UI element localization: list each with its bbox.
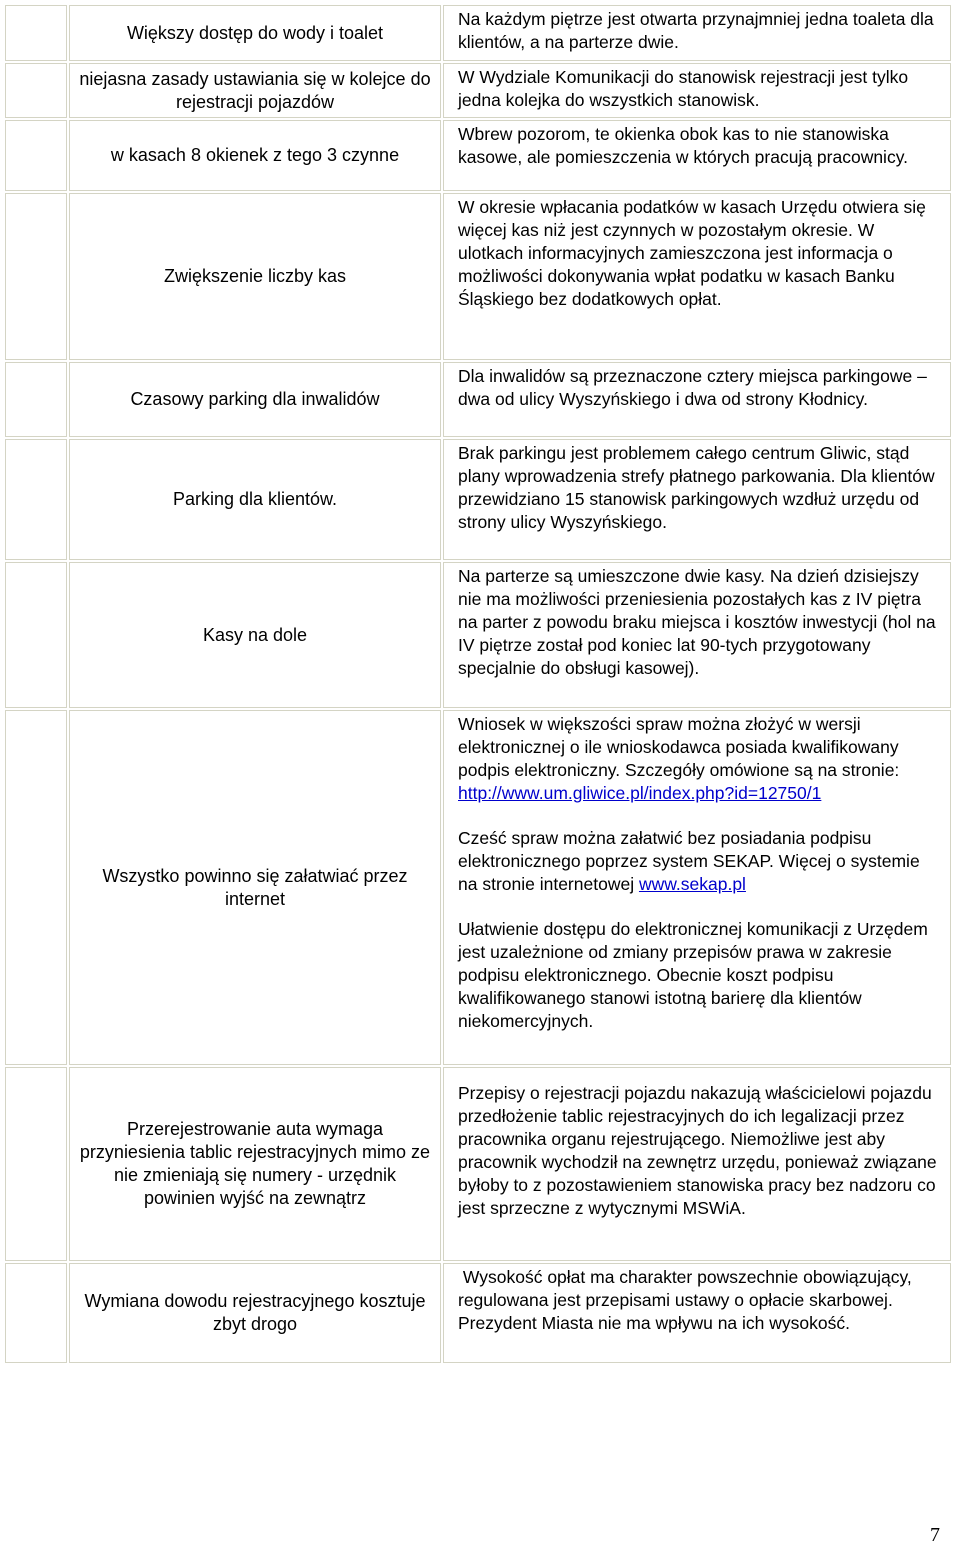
table-row bbox=[4, 561, 952, 709]
table-row bbox=[4, 1262, 952, 1364]
issue-cell: Przerejestrowanie auta wymaga przyniesienia tablic rejestracyjnych mimo ze nie zmieniają się numery - urzędnik powinien wyjść na zewnątrz bbox=[69, 1067, 441, 1261]
response-text-part: Cześć spraw można załatwić bez posiadania podpisu elektronicznego poprzez system SEKAP. Więcej o systemie na stronie internetowej bbox=[458, 828, 920, 894]
response-cell bbox=[443, 710, 951, 1065]
table-row bbox=[4, 192, 952, 361]
table-row bbox=[4, 438, 952, 561]
response-cell bbox=[443, 120, 951, 191]
issue-cell: Parking dla klientów. bbox=[69, 439, 441, 560]
response-text: W okresie wpłacania podatków w kasach Urzędu otwiera się więcej kas niż jest czynnych w pozostałym okresie. W ulotkach informacyjnych zamieszczona jest informacja o możliwości dokonywania wpłat podatku w kasach Banku Śląskiego bez dodatkowych opłat. bbox=[458, 197, 926, 309]
response-text: W Wydziale Komunikacji do stanowisk rejestracji jest tylko jedna kolejka do wszystkich stanowisk. bbox=[458, 67, 909, 110]
empty-cell bbox=[5, 120, 67, 191]
um-gliwice-link[interactable]: http://www.um.gliwice.pl/index.php?id=12750/1 bbox=[458, 783, 822, 803]
table-row bbox=[4, 119, 952, 192]
table-row bbox=[4, 709, 952, 1066]
response-text: Na każdym piętrze jest otwarta przynajmniej jedna toaleta dla klientów, a na parterze dwie. bbox=[458, 9, 934, 52]
sekap-link[interactable]: www.sekap.pl bbox=[638, 874, 746, 894]
empty-cell bbox=[5, 562, 67, 708]
issue-cell: Wymiana dowodu rejestracyjnego kosztuje zbyt drogo bbox=[69, 1263, 441, 1363]
issue-cell: w kasach 8 okienek z tego 3 czynne bbox=[69, 120, 441, 191]
response-text: Na parterze są umieszczone dwie kasy. Na dzień dzisiejszy nie ma możliwości przeniesienia pozostałych kas z IV piętra na parter z powodu braku miejsca i kosztów inwestycji (hol na IV piętrze został pod koniec lat 90-tych przygotowany specjalnie do obsługi kasowej). bbox=[458, 566, 936, 678]
response-text: Brak parkingu jest problemem całego centrum Gliwic, stąd plany wprowadzenia strefy płatnego parkowania. Dla klientów przewidziano 15 stanowisk parkingowych wzdłuż urzędu od strony ulicy Wyszyńskiego. bbox=[458, 443, 935, 532]
empty-cell bbox=[5, 63, 67, 118]
issue-cell: Wszystko powinno się załatwiać przez internet bbox=[69, 710, 441, 1065]
table-row bbox=[4, 361, 952, 438]
response-text: Wbrew pozorom, te okienka obok kas to nie stanowiska kasowe, ale pomieszczenia w których pracują pracownicy. bbox=[458, 124, 909, 167]
table-row bbox=[4, 1066, 952, 1262]
response-cell bbox=[443, 5, 951, 61]
empty-cell bbox=[5, 1067, 67, 1261]
response-cell bbox=[443, 1067, 951, 1261]
issue-cell: Większy dostęp do wody i toalet bbox=[69, 5, 441, 61]
response-text: Wysokość opłat ma charakter powszechnie obowiązujący, regulowana jest przepisami ustawy o opłacie skarbowej. Prezydent Miasta nie ma wpływu na ich wysokość. bbox=[458, 1267, 917, 1333]
empty-cell bbox=[5, 439, 67, 560]
response-cell bbox=[443, 439, 951, 560]
page-number: 7 bbox=[930, 1524, 940, 1546]
response-text-part: Wniosek w większości spraw można złożyć w wersji elektronicznej o ile wnioskodawca posiada kwalifikowany podpis elektroniczny. Szczegóły omówione są na stronie: bbox=[458, 714, 900, 780]
empty-cell bbox=[5, 193, 67, 360]
response-text bbox=[458, 713, 942, 805]
response-text: Przepisy o rejestracji pojazdu nakazują właścicielowi pojazdu przedłożenie tablic rejestracyjnych do ich legalizacji przez pracownika organu rejestrującego. Niemożliwe jest aby pracownik wychodził na zewnętrz urzędu, ponieważ związane byłoby to z pozostawieniem stanowiska pracy bez nadzoru co jest sprzeczne z wytycznymi MSWiA. bbox=[458, 1083, 937, 1218]
response-cell bbox=[443, 362, 951, 437]
issue-cell: Czasowy parking dla inwalidów bbox=[69, 362, 441, 437]
response-cell bbox=[443, 63, 951, 118]
issue-cell: niejasna zasady ustawiania się w kolejce do rejestracji pojazdów bbox=[69, 63, 441, 118]
complaints-table bbox=[4, 4, 952, 1364]
empty-cell bbox=[5, 362, 67, 437]
response-cell bbox=[443, 193, 951, 360]
empty-cell bbox=[5, 710, 67, 1065]
response-text bbox=[458, 827, 942, 896]
empty-cell bbox=[5, 5, 67, 61]
table-row bbox=[4, 4, 952, 62]
table-row bbox=[4, 62, 952, 119]
response-text: Ułatwienie dostępu do elektronicznej komunikacji z Urzędem jest uzależnione od zmiany przepisów prawa w zakresie podpisu elektronicznego. Obecnie koszt podpisu kwalifikowanego stanowi istotną barierę dla klientów niekomercyjnych. bbox=[458, 919, 928, 1031]
response-cell bbox=[443, 1263, 951, 1363]
issue-cell: Zwiększenie liczby kas bbox=[69, 193, 441, 360]
empty-cell bbox=[5, 1263, 67, 1363]
response-cell bbox=[443, 562, 951, 708]
response-text: Dla inwalidów są przeznaczone cztery miejsca parkingowe – dwa od ulicy Wyszyńskiego i dwa od strony Kłodnicy. bbox=[458, 366, 927, 409]
issue-cell: Kasy na dole bbox=[69, 562, 441, 708]
